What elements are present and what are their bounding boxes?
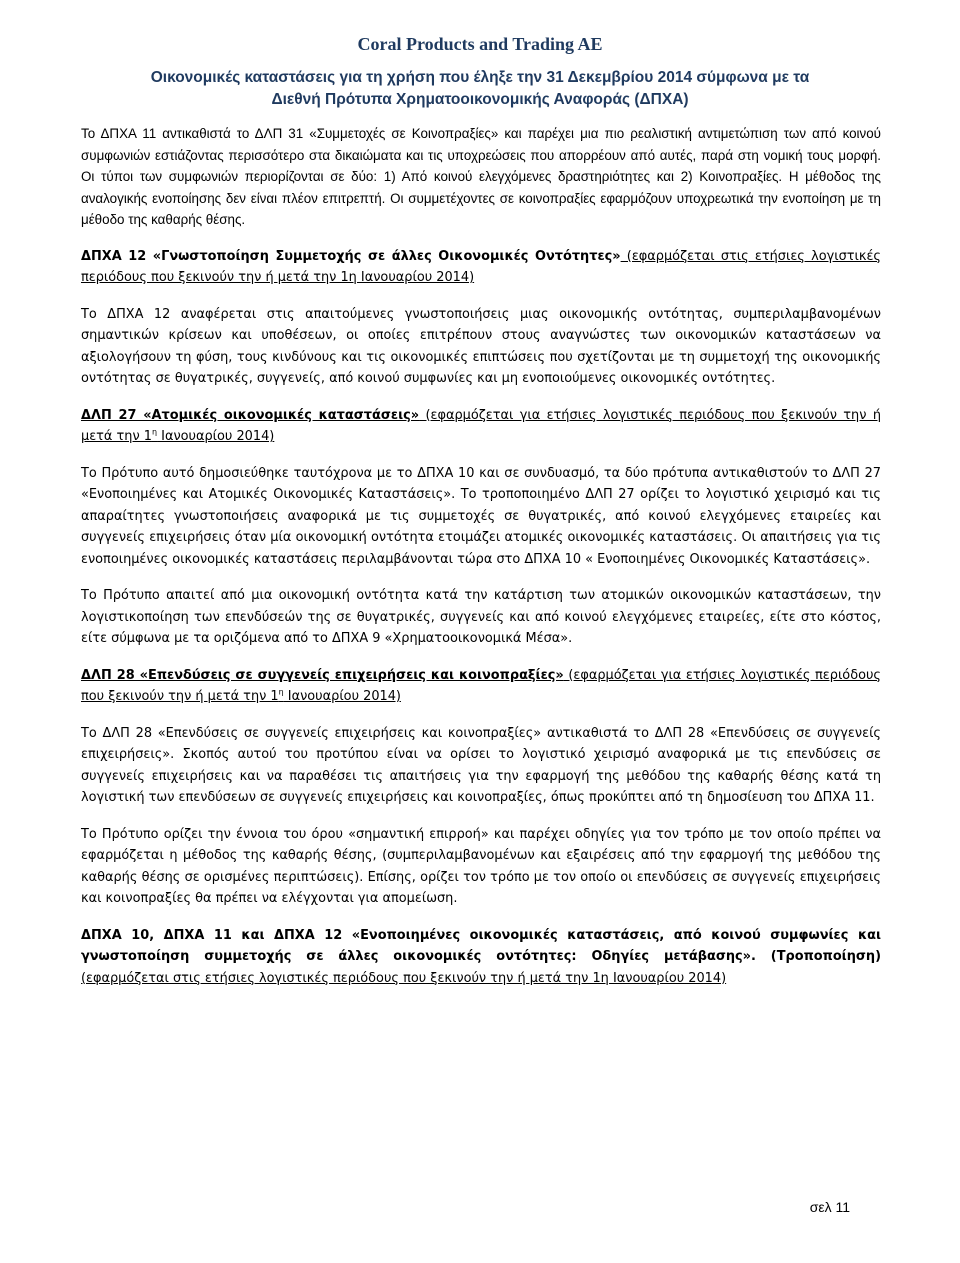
heading-ias27-sup: η bbox=[151, 427, 158, 437]
report-subtitle bbox=[60, 67, 900, 111]
heading-ifrs12-title: ΔΠΧΑ 12 «Γνωστοποίηση Συμμετοχής σε άλλες Οικονομικές Οντότητες» bbox=[81, 248, 621, 264]
heading-ifrs12 bbox=[81, 246, 881, 289]
page-number: σελ 11 bbox=[809, 1199, 850, 1215]
heading-ias28-note-b: Ιανουαρίου 2014) bbox=[283, 689, 401, 704]
company-name: Coral Products and Trading AE bbox=[357, 34, 603, 54]
paragraph-ifrs11: Το ΔΠΧΑ 11 αντικαθιστά το ΔΛΠ 31 «Συμμετοχές σε Κοινοπραξίες» και παρέχει μια πιο ρεαλιστική αντιμετώπιση των από κοινού συμφωνιών εστιάζοντας περισσότερο στα δικαιώματα και τις υποχρεώσεις που απορρέουν από αυτές, παρά στη νομική τους μορφή. Οι τύποι των συμφωνιών περιορίζονται σε δύο: 1) Από κοινού ελεγχόμενες δραστηριότητες και 2) Κοινοπραξίες. Η μέθοδος της αναλογικής ενοποίησης δεν είναι πλέον επιτρεπτή. Οι συμμετέχοντες σε κοινοπραξίες εφαρμόζουν υποχρεωτικά την ενοποίηση με τη μέθοδο της καθαρής θέσης. bbox=[81, 126, 881, 227]
heading-ias28 bbox=[81, 665, 881, 708]
heading-ifrs12-note: (εφαρμόζεται στις ετήσιες λογιστικές περιόδους που ξεκινούν την ή μετά την 1η Ιανουαρίου 2014) bbox=[81, 248, 881, 285]
heading-ias27 bbox=[81, 405, 881, 448]
heading-transition-note: (εφαρμόζεται στις ετήσιες λογιστικές περιόδους που ξεκινούν την ή μετά την 1η Ιανουαρίου 2014) bbox=[81, 970, 727, 986]
paragraph-ias28-1: Το ΔΛΠ 28 «Επενδύσεις σε συγγενείς επιχειρήσεις και κοινοπραξίες» αντικαθιστά το ΔΛΠ 28 «Επενδύσεις σε συγγενείς επιχειρήσεις». Σκοπός αυτού του προτύπου είναι να ορίσει το λογιστικό χειρισμό αναφορικά με τις επενδύσεις σε συγγενείς επιχειρήσεις και να παραθέσει τις απαιτήσεις για την εφαρμογή της μεθόδου της καθαρής θέσης κατά τη λογιστική των επενδύσεων σε συγγενείς επιχειρήσεις και κοινοπραξίες, όπως προκύπτει από τη δημοσίευση του ΔΠΧΑ 11. bbox=[81, 725, 881, 805]
heading-transition bbox=[81, 925, 881, 990]
heading-ias27-note-a: (εφαρμόζεται για ετήσιες λογιστικές περιόδους που ξεκινούν την ή μετά την 1 bbox=[81, 407, 881, 444]
heading-ias28-title: ΔΛΠ 28 «Επενδύσεις σε συγγενείς επιχειρήσεις και κοινοπραξίες» bbox=[81, 667, 564, 683]
heading-transition-title: ΔΠΧΑ 10, ΔΠΧΑ 11 και ΔΠΧΑ 12 «Ενοποιημένες οικονομικές καταστάσεις, από κοινού συμφωνίες και γνωστοποίηση συμμετοχής σε άλλες οικονομικές οντότητες: Οδηγίες μετάβασης». (Τροποποίηση) bbox=[81, 927, 881, 964]
paragraph-ifrs12: Το ΔΠΧΑ 12 αναφέρεται στις απαιτούμενες γνωστοποιήσεις μιας οικονομικής οντότητας, συμπεριλαμβανομένων σημαντικών κρίσεων και υποθέσεων, οι οποίες επιτρέπουν στους αναγνώστες των οικονομικών καταστάσεων να αξιολογήσουν τη φύση, τους κινδύνους και τις οικονομικές επιπτώσεις που σχετίζονται με τη συμμετοχή της οικονομικής οντότητας σε θυγατρικές, συγγενείς, από κοινού συμφωνίες και μη ενοποιούμενες οικονομικές οντότητες. bbox=[81, 306, 881, 386]
paragraph-ias28-2: Το Πρότυπο ορίζει την έννοια του όρου «σημαντική επιρροή» και παρέχει οδηγίες για τον τρόπο με τον οποίο πρέπει να εφαρμόζεται η μέθοδος της καθαρής θέσης, (συμπεριλαμβανομένων και εξαιρέσεις από την εφαρμογή της μεθόδου της καθαρής θέσης σε ορισμένες περιπτώσεις). Επίσης, ορίζει τον τρόπο με τον οποίο οι επενδύσεις σε συγγενείς επιχειρήσεις και κοινοπραξίες θα πρέπει να ελέγχονται για απομείωση. bbox=[81, 826, 881, 906]
paragraph-ias27-2: Το Πρότυπο απαιτεί από μια οικονομική οντότητα κατά την κατάρτιση των ατομικών οικονομικών καταστάσεων, την λογιστικοποίηση των επενδύσεών της σε θυγατρικές, συγγενείς και από κοινού ελεγχόμενες εταιρείες, είτε στο κόστος, είτε σύμφωνα με τα οριζόμενα από το ΔΠΧΑ 9 «Χρηματοοικονομικά Μέσα». bbox=[81, 588, 881, 646]
heading-ias27-note-b: Ιανουαρίου 2014) bbox=[157, 429, 275, 444]
heading-ias28-sup: η bbox=[278, 687, 284, 697]
subtitle-line-1: Οικονομικές καταστάσεις για τη χρήση που έληξε την 31 Δεκεμβρίου 2014 σύμφωνα με τα bbox=[150, 69, 810, 86]
heading-ias28-note-a: (εφαρμόζεται για ετήσιες λογιστικές περιόδους που ξεκινούν την ή μετά την 1 bbox=[81, 667, 881, 704]
paragraph-ias27-1: Το Πρότυπο αυτό δημοσιεύθηκε ταυτόχρονα με το ΔΠΧΑ 10 και σε συνδυασμό, τα δύο πρότυπα αντικαθιστούν το ΔΛΠ 27 «Ενοποιημένες και Ατομικές Οικονομικές Καταστάσεις». Το τροποποιημένο ΔΛΠ 27 ορίζει το λογιστικό χειρισμό και τις απαραίτητες γνωστοποιήσεις αναφορικά με τις συμμετοχές σε θυγατρικές, από κοινού ελεγχόμενες εταιρείες και συγγενείς επιχειρήσεις όταν μία οικονομική οντότητα ετοιμάζει ατομικές οικονομικές καταστάσεις. Οι απαιτήσεις για τις ενοποιημένες οικονομικές καταστάσεις περιλαμβάνονται τώρα στο ΔΠΧΑ 10 « Ενοποιημένες Οικονομικές Καταστάσεις». bbox=[81, 465, 881, 567]
subtitle-line-2: Διεθνή Πρότυπα Χρηματοοικονομικής Αναφοράς (ΔΠΧΑ) bbox=[271, 91, 689, 108]
document-body bbox=[81, 123, 881, 1004]
heading-ias27-title: ΔΛΠ 27 «Ατομικές οικονομικές καταστάσεις» bbox=[81, 407, 420, 423]
